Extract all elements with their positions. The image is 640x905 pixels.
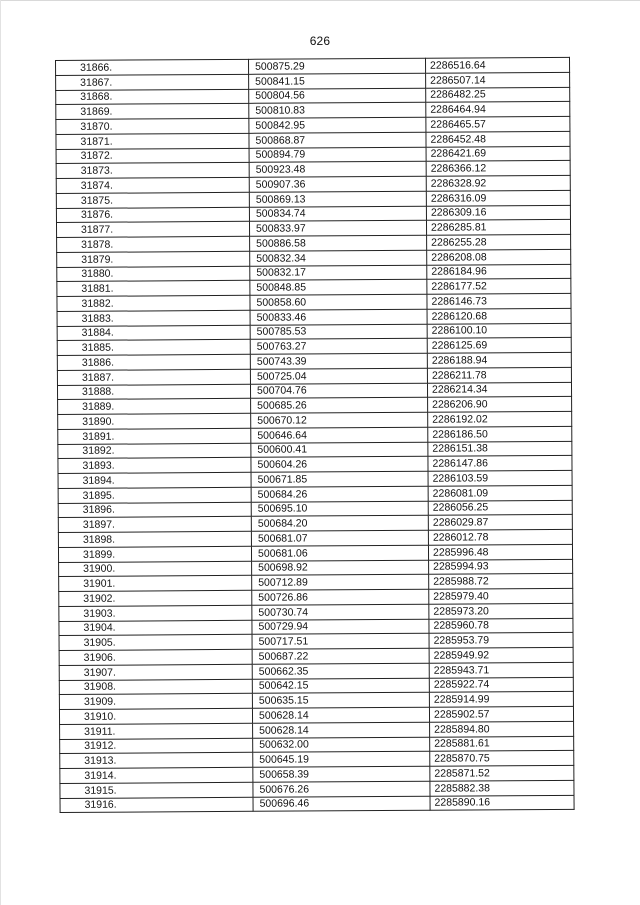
- point-id-cell: 31890.: [58, 413, 251, 429]
- x-coordinate-cell: 500635.15: [252, 692, 429, 708]
- point-id-cell: 31882.: [57, 295, 250, 311]
- point-id-cell: 31892.: [58, 443, 251, 459]
- x-coordinate-cell: 500600.41: [251, 442, 428, 458]
- x-coordinate-cell: 500704.76: [250, 383, 427, 399]
- point-id-cell: 31910.: [59, 708, 252, 724]
- x-coordinate-cell: 500658.39: [253, 766, 430, 782]
- x-coordinate-cell: 500695.10: [251, 501, 428, 517]
- x-coordinate-cell: 500696.46: [253, 796, 430, 812]
- y-coordinate-cell: 2286100.10: [427, 323, 571, 339]
- point-id-cell: 31879.: [57, 251, 250, 267]
- page-number: 626: [309, 34, 331, 48]
- x-coordinate-cell: 500662.35: [252, 663, 429, 679]
- y-coordinate-cell: 2285949.92: [429, 647, 573, 663]
- x-coordinate-cell: 500725.04: [250, 368, 427, 384]
- y-coordinate-cell: 2285994.93: [429, 559, 573, 575]
- y-coordinate-cell: 2286147.86: [428, 456, 572, 472]
- x-coordinate-cell: 500681.07: [251, 530, 428, 546]
- point-id-cell: 31905.: [59, 635, 252, 651]
- x-coordinate-cell: 500671.85: [251, 471, 428, 487]
- x-coordinate-cell: 500923.48: [249, 161, 426, 177]
- y-coordinate-cell: 2286188.94: [427, 352, 571, 368]
- point-id-cell: 31900.: [59, 561, 252, 577]
- y-coordinate-cell: 2286328.92: [426, 175, 570, 191]
- x-coordinate-cell: 500858.60: [250, 294, 427, 310]
- y-coordinate-cell: 2286366.12: [426, 161, 570, 177]
- x-coordinate-cell: 500848.85: [250, 279, 427, 295]
- y-coordinate-cell: 2285922.74: [429, 677, 573, 693]
- point-id-cell: 31886.: [57, 354, 250, 370]
- point-id-cell: 31867.: [56, 74, 249, 90]
- point-id-cell: 31912.: [60, 738, 253, 754]
- point-id-cell: 31891.: [58, 428, 251, 444]
- x-coordinate-cell: 500832.34: [250, 250, 427, 266]
- point-id-cell: 31903.: [59, 605, 252, 621]
- x-coordinate-cell: 500684.26: [251, 486, 428, 502]
- x-coordinate-cell: 500886.58: [250, 235, 427, 251]
- x-coordinate-cell: 500642.15: [252, 678, 429, 694]
- point-id-cell: 31907.: [59, 664, 252, 680]
- x-coordinate-cell: 500726.86: [252, 589, 429, 605]
- y-coordinate-cell: 2285973.20: [429, 603, 573, 619]
- x-coordinate-cell: 500834.74: [249, 206, 426, 222]
- x-coordinate-cell: 500842.95: [249, 117, 426, 133]
- y-coordinate-cell: 2286177.52: [427, 279, 571, 295]
- y-coordinate-cell: 2286507.14: [426, 72, 570, 88]
- x-coordinate-cell: 500833.46: [250, 309, 427, 325]
- x-coordinate-cell: 500875.29: [248, 58, 425, 74]
- point-id-cell: 31895.: [58, 487, 251, 503]
- point-id-cell: 31871.: [56, 133, 249, 149]
- x-coordinate-cell: 500743.39: [250, 353, 427, 369]
- x-coordinate-cell: 500687.22: [252, 648, 429, 664]
- y-coordinate-cell: 2286465.57: [426, 116, 570, 132]
- x-coordinate-cell: 500670.12: [251, 412, 428, 428]
- y-coordinate-cell: 2286029.87: [428, 515, 572, 531]
- y-coordinate-cell: 2286012.78: [428, 529, 572, 545]
- y-coordinate-cell: 2286206.90: [428, 397, 572, 413]
- x-coordinate-cell: 500681.06: [251, 545, 428, 561]
- point-id-cell: 31904.: [59, 620, 252, 636]
- y-coordinate-cell: 2286103.59: [428, 470, 572, 486]
- point-id-cell: 31872.: [56, 148, 249, 164]
- point-id-cell: 31887.: [57, 369, 250, 385]
- point-id-cell: 31914.: [60, 767, 253, 783]
- x-coordinate-cell: 500645.19: [253, 751, 430, 767]
- point-id-cell: 31880.: [57, 266, 250, 282]
- y-coordinate-cell: 2286192.02: [428, 411, 572, 427]
- y-coordinate-cell: 2285953.79: [429, 633, 573, 649]
- point-id-cell: 31888.: [57, 384, 250, 400]
- y-coordinate-cell: 2285902.57: [429, 706, 573, 722]
- x-coordinate-cell: 500833.97: [249, 220, 426, 236]
- x-coordinate-cell: 500868.87: [249, 132, 426, 148]
- x-coordinate-cell: 500907.36: [249, 176, 426, 192]
- x-coordinate-cell: 500804.56: [249, 88, 426, 104]
- y-coordinate-cell: 2285870.75: [430, 751, 574, 767]
- x-coordinate-cell: 500730.74: [252, 604, 429, 620]
- point-id-cell: 31908.: [59, 679, 252, 695]
- y-coordinate-cell: 2286120.68: [427, 308, 571, 324]
- y-coordinate-cell: 2286151.38: [428, 441, 572, 457]
- point-id-cell: 31866.: [56, 59, 249, 75]
- point-id-cell: 31909.: [59, 694, 252, 710]
- x-coordinate-cell: 500841.15: [249, 73, 426, 89]
- scan-edge-left: [0, 0, 1, 905]
- point-id-cell: 31901.: [59, 576, 252, 592]
- y-coordinate-cell: 2285871.52: [430, 765, 574, 781]
- x-coordinate-cell: 500763.27: [250, 338, 427, 354]
- x-coordinate-cell: 500712.89: [252, 574, 429, 590]
- x-coordinate-cell: 500810.83: [249, 102, 426, 118]
- point-id-cell: 31911.: [60, 723, 253, 739]
- y-coordinate-cell: 2286208.08: [427, 249, 571, 265]
- point-id-cell: 31869.: [56, 104, 249, 120]
- y-coordinate-cell: 2286081.09: [428, 485, 572, 501]
- point-id-cell: 31915.: [60, 782, 253, 798]
- point-id-cell: 31878.: [57, 236, 250, 252]
- y-coordinate-cell: 2286285.81: [426, 220, 570, 236]
- point-id-cell: 31902.: [59, 590, 252, 606]
- y-coordinate-cell: 2286421.69: [426, 146, 570, 162]
- y-coordinate-cell: 2286184.96: [427, 264, 571, 280]
- point-id-cell: 31894.: [58, 472, 251, 488]
- point-id-cell: 31874.: [56, 177, 249, 193]
- coordinate-table-container: [55, 57, 575, 813]
- point-id-cell: 31870.: [56, 118, 249, 134]
- point-id-cell: 31883.: [57, 310, 250, 326]
- y-coordinate-cell: 2285988.72: [429, 574, 573, 590]
- y-coordinate-cell: 2286211.78: [427, 367, 571, 383]
- x-coordinate-cell: 500698.92: [252, 560, 429, 576]
- x-coordinate-cell: 500684.20: [251, 515, 428, 531]
- y-coordinate-cell: 2286125.69: [427, 338, 571, 354]
- x-coordinate-cell: 500832.17: [250, 265, 427, 281]
- y-coordinate-cell: 2286255.28: [427, 234, 571, 250]
- y-coordinate-cell: 2286146.73: [427, 293, 571, 309]
- y-coordinate-cell: 2285890.16: [430, 795, 574, 811]
- point-id-cell: 31896.: [58, 502, 251, 518]
- x-coordinate-cell: 500604.26: [251, 456, 428, 472]
- y-coordinate-cell: 2286516.64: [425, 57, 569, 73]
- point-id-cell: 31885.: [57, 340, 250, 356]
- x-coordinate-cell: 500785.53: [250, 324, 427, 340]
- point-id-cell: 31916.: [60, 797, 253, 813]
- point-id-cell: 31868.: [56, 89, 249, 105]
- point-id-cell: 31875.: [56, 192, 249, 208]
- x-coordinate-cell: 500717.51: [252, 633, 429, 649]
- point-id-cell: 31876.: [56, 207, 249, 223]
- x-coordinate-cell: 500685.26: [251, 397, 428, 413]
- point-id-cell: 31884.: [57, 325, 250, 341]
- y-coordinate-cell: 2285894.80: [430, 721, 574, 737]
- y-coordinate-cell: 2286309.16: [426, 205, 570, 221]
- y-coordinate-cell: 2286316.09: [426, 190, 570, 206]
- y-coordinate-cell: 2286214.34: [427, 382, 571, 398]
- table-row: [60, 795, 574, 813]
- point-id-cell: 31913.: [60, 753, 253, 769]
- y-coordinate-cell: 2285996.48: [428, 544, 572, 560]
- x-coordinate-cell: 500646.64: [251, 427, 428, 443]
- point-id-cell: 31889.: [58, 399, 251, 415]
- point-id-cell: 31873.: [56, 163, 249, 179]
- y-coordinate-cell: 2285943.71: [429, 662, 573, 678]
- point-id-cell: 31893.: [58, 458, 251, 474]
- coordinate-table: [55, 57, 575, 813]
- point-id-cell: 31899.: [58, 546, 251, 562]
- point-id-cell: 31906.: [59, 649, 252, 665]
- y-coordinate-cell: 2285914.99: [429, 692, 573, 708]
- coordinate-table-body: [56, 57, 575, 812]
- x-coordinate-cell: 500869.13: [249, 191, 426, 207]
- x-coordinate-cell: 500676.26: [253, 781, 430, 797]
- point-id-cell: 31897.: [58, 517, 251, 533]
- y-coordinate-cell: 2286482.25: [426, 87, 570, 103]
- x-coordinate-cell: 500628.14: [252, 707, 429, 723]
- y-coordinate-cell: 2285882.38: [430, 780, 574, 796]
- y-coordinate-cell: 2286056.25: [428, 500, 572, 516]
- scan-edge-top: [0, 0, 640, 1]
- y-coordinate-cell: 2286452.48: [426, 131, 570, 147]
- y-coordinate-cell: 2285979.40: [429, 588, 573, 604]
- point-id-cell: 31877.: [56, 222, 249, 238]
- y-coordinate-cell: 2285881.61: [430, 736, 574, 752]
- x-coordinate-cell: 500894.79: [249, 147, 426, 163]
- x-coordinate-cell: 500628.14: [253, 722, 430, 738]
- point-id-cell: 31881.: [57, 281, 250, 297]
- y-coordinate-cell: 2285960.78: [429, 618, 573, 634]
- x-coordinate-cell: 500632.00: [253, 737, 430, 753]
- point-id-cell: 31898.: [58, 531, 251, 547]
- x-coordinate-cell: 500729.94: [252, 619, 429, 635]
- y-coordinate-cell: 2286186.50: [428, 426, 572, 442]
- y-coordinate-cell: 2286464.94: [426, 102, 570, 118]
